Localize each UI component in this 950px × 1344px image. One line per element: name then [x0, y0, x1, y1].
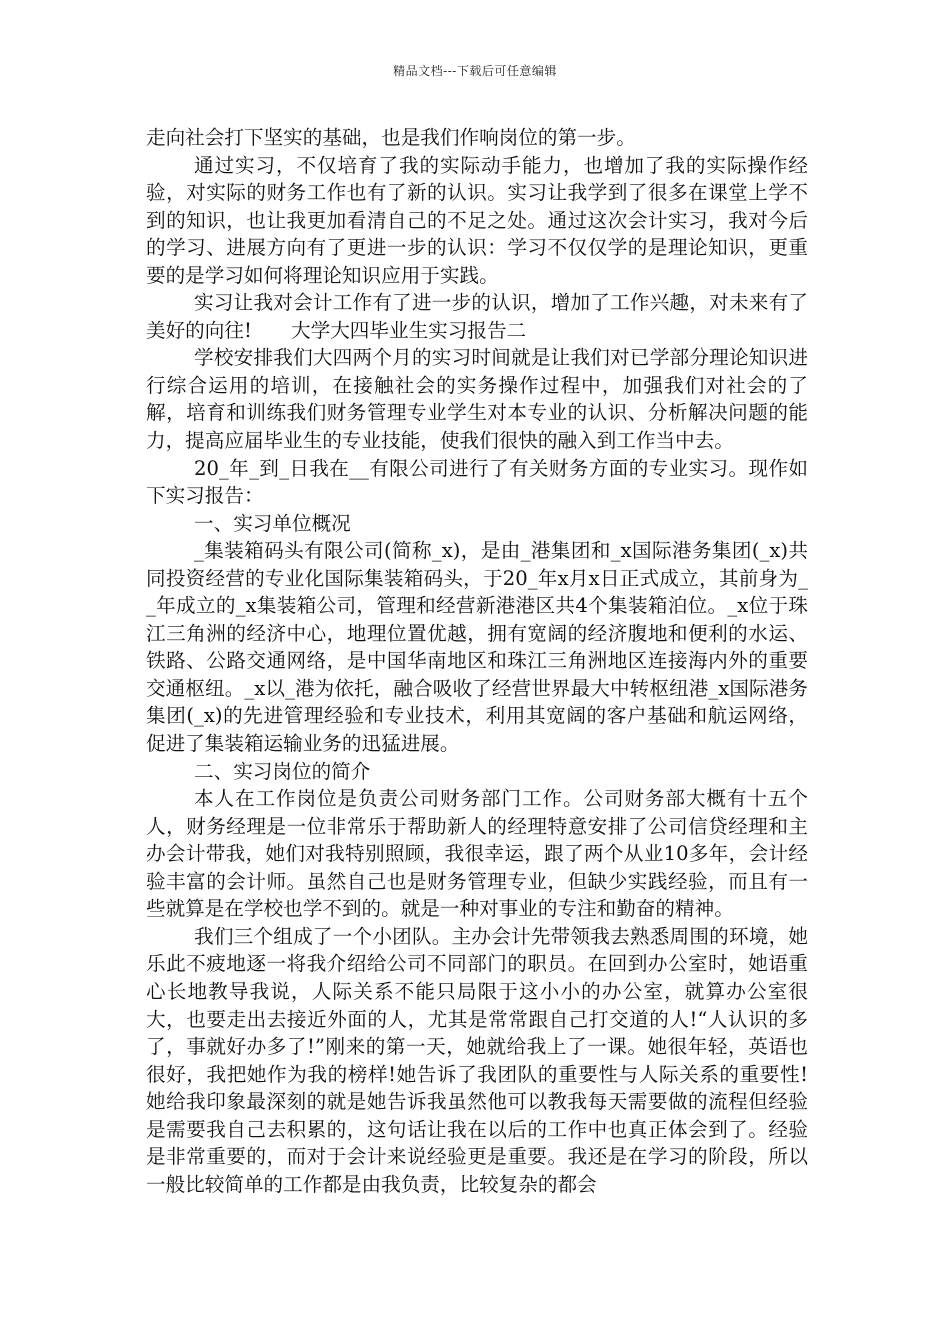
paragraph: 20_年_到_日我在__有限公司进行了有关财务方面的专业实习。现作如下实习报告：: [146, 456, 808, 508]
section-heading: 一、实习单位概况: [194, 511, 351, 535]
document-body: [146, 124, 808, 1198]
section-heading: 二、实习岗位的简介: [194, 759, 371, 783]
paragraph: 通过实习，不仅培育了我的实际动手能力，也增加了我的实际操作经验，对实际的财务工作也有了新的认识。实习让我学到了很多在课堂上学不到的知识，也让我更加看清自己的不足之处。通过这次会计实习，我对今后的学习、进展方向有了更进一步的认识：学习不仅仅学的是理论知识，更重要的是学习如何将理论知识应用于实践。: [146, 153, 808, 287]
paragraph: _集装箱码头有限公司(简称_x)，是由_港集团和_x国际港务集团(_x)共同投资经营的专业化国际集装箱码头，于20_年x月x日正式成立，其前身为__年成立的_x集装箱公司，管理和经营新港港区共4个集装箱泊位。_x位于珠江三角洲的经济中心，地理位置优越，拥有宽阔的经济腹地和便利的水运、铁路、公路交通网络，是中国华南地区和珠江三角洲地区连接海内外的重要交通枢纽。_x以_港为依托，融合吸收了经营世界最大中转枢纽港_x国际港务集团(_x)的先进管理经验和专业技术，利用其宽阔的客户基础和航运网络，促进了集装箱运输业务的迅猛进展。: [146, 539, 808, 756]
page-header: 精品文档---下载后可任意编辑: [393, 64, 557, 78]
paragraph: 走向社会打下坚实的基础，也是我们作响岗位的第一步。: [146, 126, 636, 149]
paragraph: 学校安排我们大四两个月的实习时间就是让我们对已学部分理论知识进行综合运用的培训，在接触社会的实务操作过程中，加强我们对社会的了解，培育和训练我们财务管理专业学生对本专业的认识、分析解决问题的能力，提高应届毕业生的专业技能，使我们很快的融入到工作当中去。: [146, 346, 808, 453]
paragraph: 我们三个组成了一个小团队。主办会计先带领我去熟悉周围的环境，她乐此不疲地逐一将我介绍给公司不同部门的职员。在回到办公室时，她语重心长地教导我说，人际关系不能只局限于这小小的办公室，就算办公室很大，也要走出去接近外面的人，尤其是常常跟自己打交道的人!“人认识的多了，事就好办多了!”刚来的第一天，她就给我上了一课。她很年轻，英语也很好，我把她作为我的榜样!她告诉了我团队的重要性与人际关系的重要性!她给我印象最深刻的就是她告诉我虽然他可以教我每天需要做的流程但经验是需要我自己去积累的，这句话让我在以后的工作中也真正体会到了。经验是非常重要的，而对于会计来说经验更是重要。我还是在学习的阶段，所以一般比较简单的工作都是由我负责，比较复杂的都会: [146, 924, 808, 1196]
paragraph: 实习让我对会计工作有了进一步的认识，增加了工作兴趣，对未来有了美好的向往! 大学大四毕业生实习报告二: [146, 291, 808, 342]
paragraph: 本人在工作岗位是负责公司财务部门工作。公司财务部大概有十五个人，财务经理是一位非常乐于帮助新人的经理特意安排了公司信贷经理和主办会计带我，她们对我特别照顾，我很幸运，跟了两个从业10多年，会计经验丰富的会计师。虽然自己也是财务管理专业，但缺少实践经验，而且有一些就算是在学校也学不到的。就是一种对事业的专注和勤奋的精神。: [146, 787, 808, 921]
